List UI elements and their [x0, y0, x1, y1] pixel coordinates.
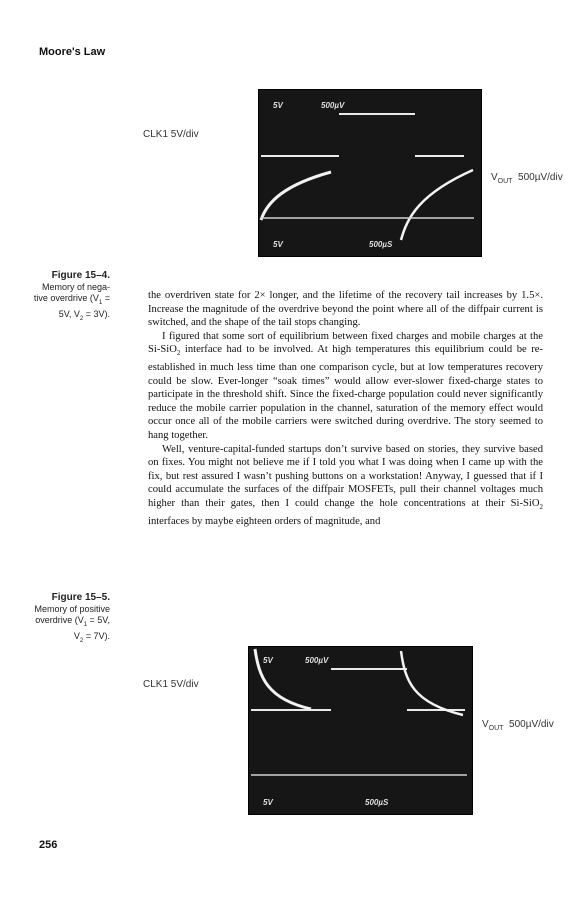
scope2-top-left-text: 5V [263, 656, 273, 665]
vout-scale-2: 500µV/div [509, 719, 554, 730]
paragraph-2-b: interface had to be involved. At high temperatures this equilibrium could be re-established in much less time than one comparison cycle, but at low temperatures recovery could be slow. Ever-longer “soak times” would allow ever-slower fixed-charge states to participate in the threshold shift. Since the fixed-charge population could never significantly reduce the mobile carrier population in the channel, saturation of the memory effect would occur once all of the mobile carriers were switched during overdrive. The story seemed to hang together. [148, 344, 543, 442]
paragraph-2-a: I figured that some sort of equilibrium between fixed charges and mobile charges at the Si-SiO [148, 330, 543, 356]
oscilloscope-screen-2 [248, 646, 473, 815]
figure-15-4-caption [7, 270, 110, 326]
paragraph-3 [148, 443, 543, 529]
scope1-bottom-mid-text: 500µS [369, 240, 393, 249]
scope1-bottom-left-text: 5V [273, 240, 283, 249]
scope1-clock-trace [261, 114, 464, 156]
scope2-bottom-left-text: 5V [263, 798, 273, 807]
figure-15-5-number: Figure 15–5. [51, 592, 110, 603]
vout-scale-label-1 [491, 172, 563, 185]
figure-15-4-line-b-end: = [102, 293, 110, 303]
figure-15-5-line-b: overdrive (V [35, 615, 84, 625]
figure-15-4-number: Figure 15–4. [51, 270, 110, 281]
vout-label-1: V [491, 172, 498, 183]
vout-sub-1: OUT [497, 178, 513, 185]
figure-15-5-line-b-sub: 1 [83, 621, 88, 628]
figure-15-4-line-a: Memory of nega- [41, 281, 110, 292]
scope1-vout-trace-1 [261, 172, 331, 220]
figure-15-4-line-b-sub: 1 [98, 299, 103, 306]
paragraph-1: the overdriven state for 2× longer, and the lifetime of the recovery tail increases by 1.5×. Increase the magnitude of the overdrive beyond the point where all of the diffpair current is switched, and the shape of the tail stops changing. [148, 290, 543, 329]
figure-15-5-line-c-sub: 2 [79, 638, 84, 645]
scope1-top-mid-text: 500µV [321, 101, 345, 110]
figure-15-5-caption [7, 592, 110, 648]
paragraph-2-sub: 2 [176, 349, 181, 358]
figure-15-4-line-c-end: = 3V). [83, 309, 110, 320]
page-number: 256 [39, 839, 58, 851]
running-header: Moore's Law [39, 46, 106, 58]
vout-scale-label-2 [482, 719, 554, 732]
scope1-vout-trace-2 [401, 170, 473, 240]
figure-15-4-line-c-sub: 2 [79, 316, 84, 323]
scope1-top-left-text: 5V [273, 101, 283, 110]
scope2-bottom-mid-text: 500µS [365, 798, 389, 807]
body-text [148, 289, 543, 528]
figure-15-5-line-a: Memory of positive [34, 603, 110, 614]
figure-15-4-line-c: 5V, V [58, 309, 80, 320]
vout-label-2: V [482, 719, 489, 730]
paragraph-2 [148, 330, 543, 443]
paragraph-3-a: Well, venture-capital-funded startups don’t survive based on stories, they survive based on fixes. You might not believe me if I told you what I was doing when I came up with the fix, but rest assured I wasn’t pushing buttons on a workstation! Anyway, I guessed that if I could accumulate the surfaces of the diffpair MOSFETs, pull their channel voltages much higher than their gates, then I could change the hole concentrations at their Si-SiO [148, 443, 543, 510]
oscilloscope-screen-1 [258, 89, 482, 257]
vout-scale-1: 500µV/div [518, 172, 563, 183]
clk1-scale-label-2: CLK1 5V/div [143, 679, 199, 690]
paragraph-3-sub: 2 [539, 503, 543, 512]
paragraph-3-b: interfaces by maybe eighteen orders of magnitude, and [148, 515, 381, 527]
scope2-top-mid-text: 500µV [305, 656, 329, 665]
figure-15-5-line-c: V [73, 631, 80, 642]
vout-sub-2: OUT [488, 725, 504, 732]
clk1-scale-label-1: CLK1 5V/div [143, 129, 199, 140]
scope2-vout-trace-2 [401, 651, 463, 715]
figure-15-5-line-c-end: = 7V). [83, 631, 110, 642]
figure-15-5-line-b-end: = 5V, [87, 615, 110, 625]
figure-15-4-line-b: tive overdrive (V [33, 293, 99, 303]
